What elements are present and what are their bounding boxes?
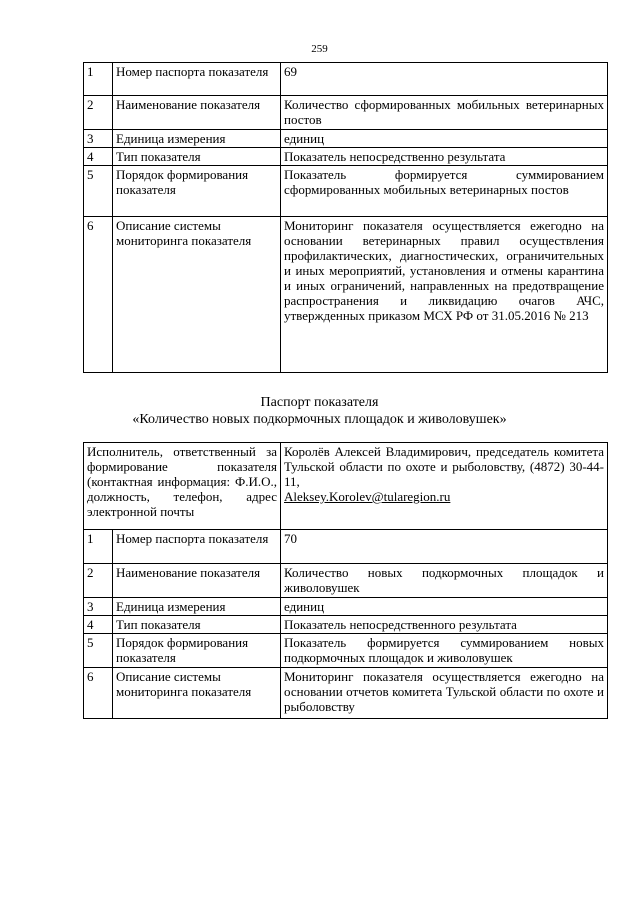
table-row [84, 148, 608, 166]
row-value: Показатель непосредственно результата [281, 148, 608, 166]
row-label: Порядок формирования показателя [113, 166, 281, 217]
row-value: Мониторинг показателя осуществляется ежегодно на основании ветеринарных правил осуществления профилактических, диагностических, ограничительных и иных мероприятий, установления и отмены карантина и иных ограничений, направленных на предотвращение распространения и ликвидацию очагов АЧС, утвержденных приказом МСХ РФ от 31.05.2016 № 213 [281, 217, 608, 373]
row-label: Наименование показателя [113, 96, 281, 130]
row-number: 4 [84, 616, 113, 634]
row-value: 70 [281, 530, 608, 564]
row-number: 3 [84, 598, 113, 616]
indicator-table-69 [83, 62, 608, 373]
table-row [84, 96, 608, 130]
row-value: единиц [281, 598, 608, 616]
row-number: 4 [84, 148, 113, 166]
row-value: Мониторинг показателя осуществляется ежегодно на основании отчетов комитета Тульской области по охоте и рыболовству [281, 668, 608, 719]
row-label: Единица измерения [113, 130, 281, 148]
row-number: 2 [84, 96, 113, 130]
passport-title: Паспорт показателя [260, 395, 379, 410]
row-value: Показатель формируется суммированием новых подкормочных площадок и живоловушек [281, 634, 608, 668]
indicator-table-70 [83, 442, 608, 719]
row-label: Описание системы мониторинга показателя [113, 668, 281, 719]
row-number: 6 [84, 217, 113, 373]
row-number: 1 [84, 63, 113, 96]
executor-value: Королёв Алексей Владимирович, председатель комитета Тульской области по охоте и рыболовству, (4872) 30-44-11, [284, 444, 604, 489]
row-label: Номер паспорта показателя [113, 63, 281, 96]
executor-cell [281, 443, 608, 530]
row-value: Показатель формируется суммированием сформированных мобильных ветеринарных постов [281, 166, 608, 217]
table-row [84, 668, 608, 719]
table-row [84, 217, 608, 373]
table-row [84, 130, 608, 148]
row-label: Тип показателя [113, 148, 281, 166]
row-label: Порядок формирования показателя [113, 634, 281, 668]
row-label: Номер паспорта показателя [113, 530, 281, 564]
row-label: Описание системы мониторинга показателя [113, 217, 281, 373]
row-value: 69 [281, 63, 608, 96]
row-number: 3 [84, 130, 113, 148]
executor-label: Исполнитель, ответственный за формирование показателя (контактная информация: Ф.И.О., должность, телефон, адрес электронной почты [84, 443, 281, 530]
table-row [84, 63, 608, 96]
executor-email-link[interactable]: Aleksey.Korolev@tularegion.ru [284, 489, 451, 504]
row-number: 6 [84, 668, 113, 719]
row-label: Единица измерения [113, 598, 281, 616]
table-row [84, 616, 608, 634]
executor-row [84, 443, 608, 530]
table-row [84, 166, 608, 217]
row-number: 2 [84, 564, 113, 598]
row-value: Количество сформированных мобильных ветеринарных постов [281, 96, 608, 130]
row-value: Количество новых подкормочных площадок и живоловушек [281, 564, 608, 598]
passport-subtitle: «Количество новых подкормочных площадок и живоловушек» [132, 412, 507, 427]
row-value: Показатель непосредственного результата [281, 616, 608, 634]
page-number: 259 [311, 43, 328, 55]
row-value: единиц [281, 130, 608, 148]
row-number: 1 [84, 530, 113, 564]
row-label: Тип показателя [113, 616, 281, 634]
row-number: 5 [84, 634, 113, 668]
table-row [84, 634, 608, 668]
row-number: 5 [84, 166, 113, 217]
row-label: Наименование показателя [113, 564, 281, 598]
table-row [84, 530, 608, 564]
table-row [84, 564, 608, 598]
table-row [84, 598, 608, 616]
